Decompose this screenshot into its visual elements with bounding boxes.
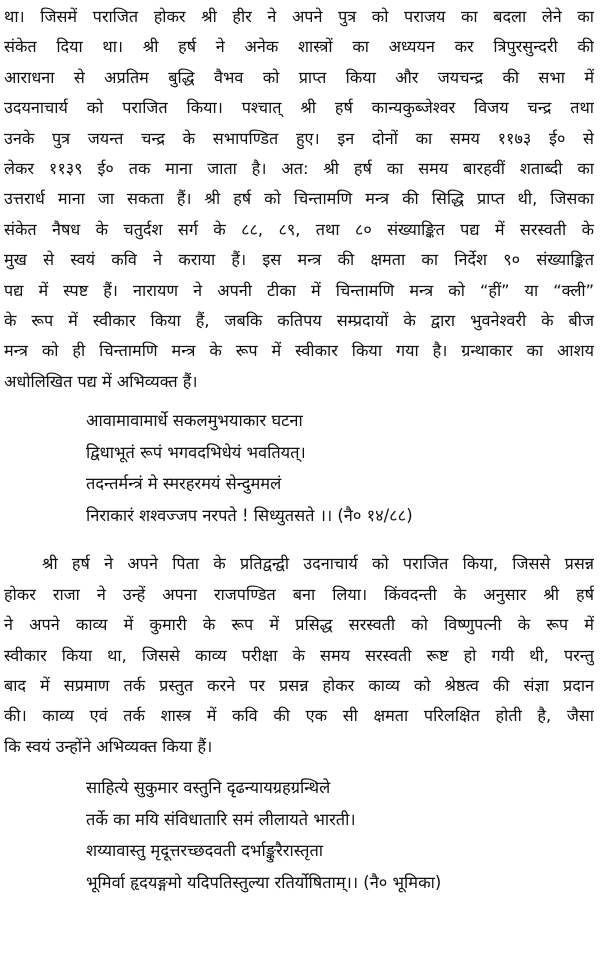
paragraph-line: पद्य में स्पष्ट हैं। नारायण ने अपनी टीका में चिन्तामणि मन्त्र को “हीं” या “क्ली” (4, 280, 594, 300)
paragraph-line: उनके पुत्र जयन्त चन्द्र के सभापण्डित हुए। इन दोनों का समय ११७३ ई० से (4, 128, 594, 148)
paragraph-line: श्री हर्ष ने अपने पिता के प्रतिद्वन्द्वी उदनाचार्य को पराजित किया, जिससे प्रसन्न (42, 554, 594, 574)
verse-line: तदन्तर्मन्त्रं मे स्मरहरमयं सेन्दुममलं (86, 474, 282, 494)
verse-line: निराकारं शश्वज्जप नरपते ! सिध्युतसते ।। (नै० १४/८८) (86, 505, 413, 525)
paragraph-line: उदयनाचार्य को पराजित किया। पश्चात् श्री हर्ष कान्यकुब्जेश्वर विजय चन्द्र तथा (4, 98, 594, 118)
verse-line: भूमिर्वा हृदयङ्गमो यदिपतिस्तुल्या रतिर्योषिताम्।। (नै० भूमिका) (86, 872, 442, 892)
paragraph-line: था। जिसमें पराजित होकर श्री हीर ने अपने पुत्र को पराजय का बदला लेने का (4, 7, 594, 26)
paragraph-2 (4, 549, 594, 762)
paragraph-line: की। काव्य एवं तर्क शास्त्र में कवि की एक सी क्षमता परिलक्षित होती है, जैसा (4, 706, 594, 726)
paragraph-line: मुख से स्वयं कवि ने कराया हैं। इस मन्त्र की क्षमता का निर्देश ९० संख्याङ्कित (4, 250, 594, 270)
paragraph-line: स्वीकार किया था, जिससे काव्य परीक्षा के समय सरस्वती रूष्ट हो गयी थी, परन्तु (4, 645, 594, 665)
verse-line: शय्यावास्तु मृदूत्तरच्छदवती दर्भाङ्कुरैरास्तृता (86, 841, 324, 861)
paragraph-line: अधोलिखित पद्य में अभिव्यक्त हैं। (4, 371, 198, 391)
paragraph-line: के रूप में स्वीकार किया हैं, जबकि कतिपय सम्प्रदायों के द्वारा भुवनेश्वरी के बीज (4, 311, 594, 331)
verse-line: आवामावामार्धे सकलमुभयाकार घटना (86, 411, 303, 431)
paragraph-1 (4, 2, 594, 397)
verse-line: द्विधाभूतं रूपं भगवदभिधेयं भवतियत्। (86, 442, 306, 462)
paragraph-line: संकेत नैषध के चतुर्दश सर्ग के ८८, ८९, तथा ८० संख्याङ्कित पद्य में सरस्वती के (4, 219, 594, 239)
paragraph-line: संकेत दिया था। श्री हर्ष ने अनेक शास्त्रों का अध्ययन कर त्रिपुरसुन्दरी की (4, 37, 594, 57)
paragraph-line: होकर राजा ने उन्हें अपना राजपण्डित बना लिया। किंवदन्ती के अनुसार श्री हर्ष (4, 584, 594, 604)
paragraph-line: कि स्वयं उन्होंने अभिव्यक्त किया हैं। (4, 736, 213, 756)
paragraph-line: बाद में सप्रमाण तर्क प्रस्तुत करने पर प्रसन्न होकर काव्य को श्रेष्ठत्व की संज्ञा प्रदान (4, 675, 594, 695)
verse-line: तर्के का मयि संविधातारि समं लीलायते भारती। (86, 809, 356, 829)
verse-block-2 (4, 772, 594, 898)
paragraph-line: उत्तरार्ध माना जा सकता हैं। श्री हर्ष को चिन्तामणि मन्त्र की सिद्धि प्राप्त थी, जिसका (4, 189, 594, 209)
paragraph-line: ने अपने काव्य में कुमारी के रूप में प्रसिद्ध सरस्वती को विष्णुपत्नी के रूप में (4, 615, 594, 635)
paragraph-line: आराधना से अप्रतिम बुद्धि वैभव को प्राप्त किया और जयचन्द्र की सभा में (4, 67, 594, 87)
paragraph-line: लेकर ११३९ ई० तक माना जाता है। अत: श्री हर्ष का समय बारहवीं शताब्दी का (4, 159, 594, 179)
verse-block-1 (4, 405, 594, 531)
paragraph-line: मन्त्र को ही चिन्तामणि मन्त्र के रूप में स्वीकार किया गया है। ग्रन्थाकार का आशय (4, 341, 594, 361)
verse-line: साहित्ये सुकुमार वस्तुनि दृढन्यायग्रहग्रन्थिले (86, 778, 331, 798)
